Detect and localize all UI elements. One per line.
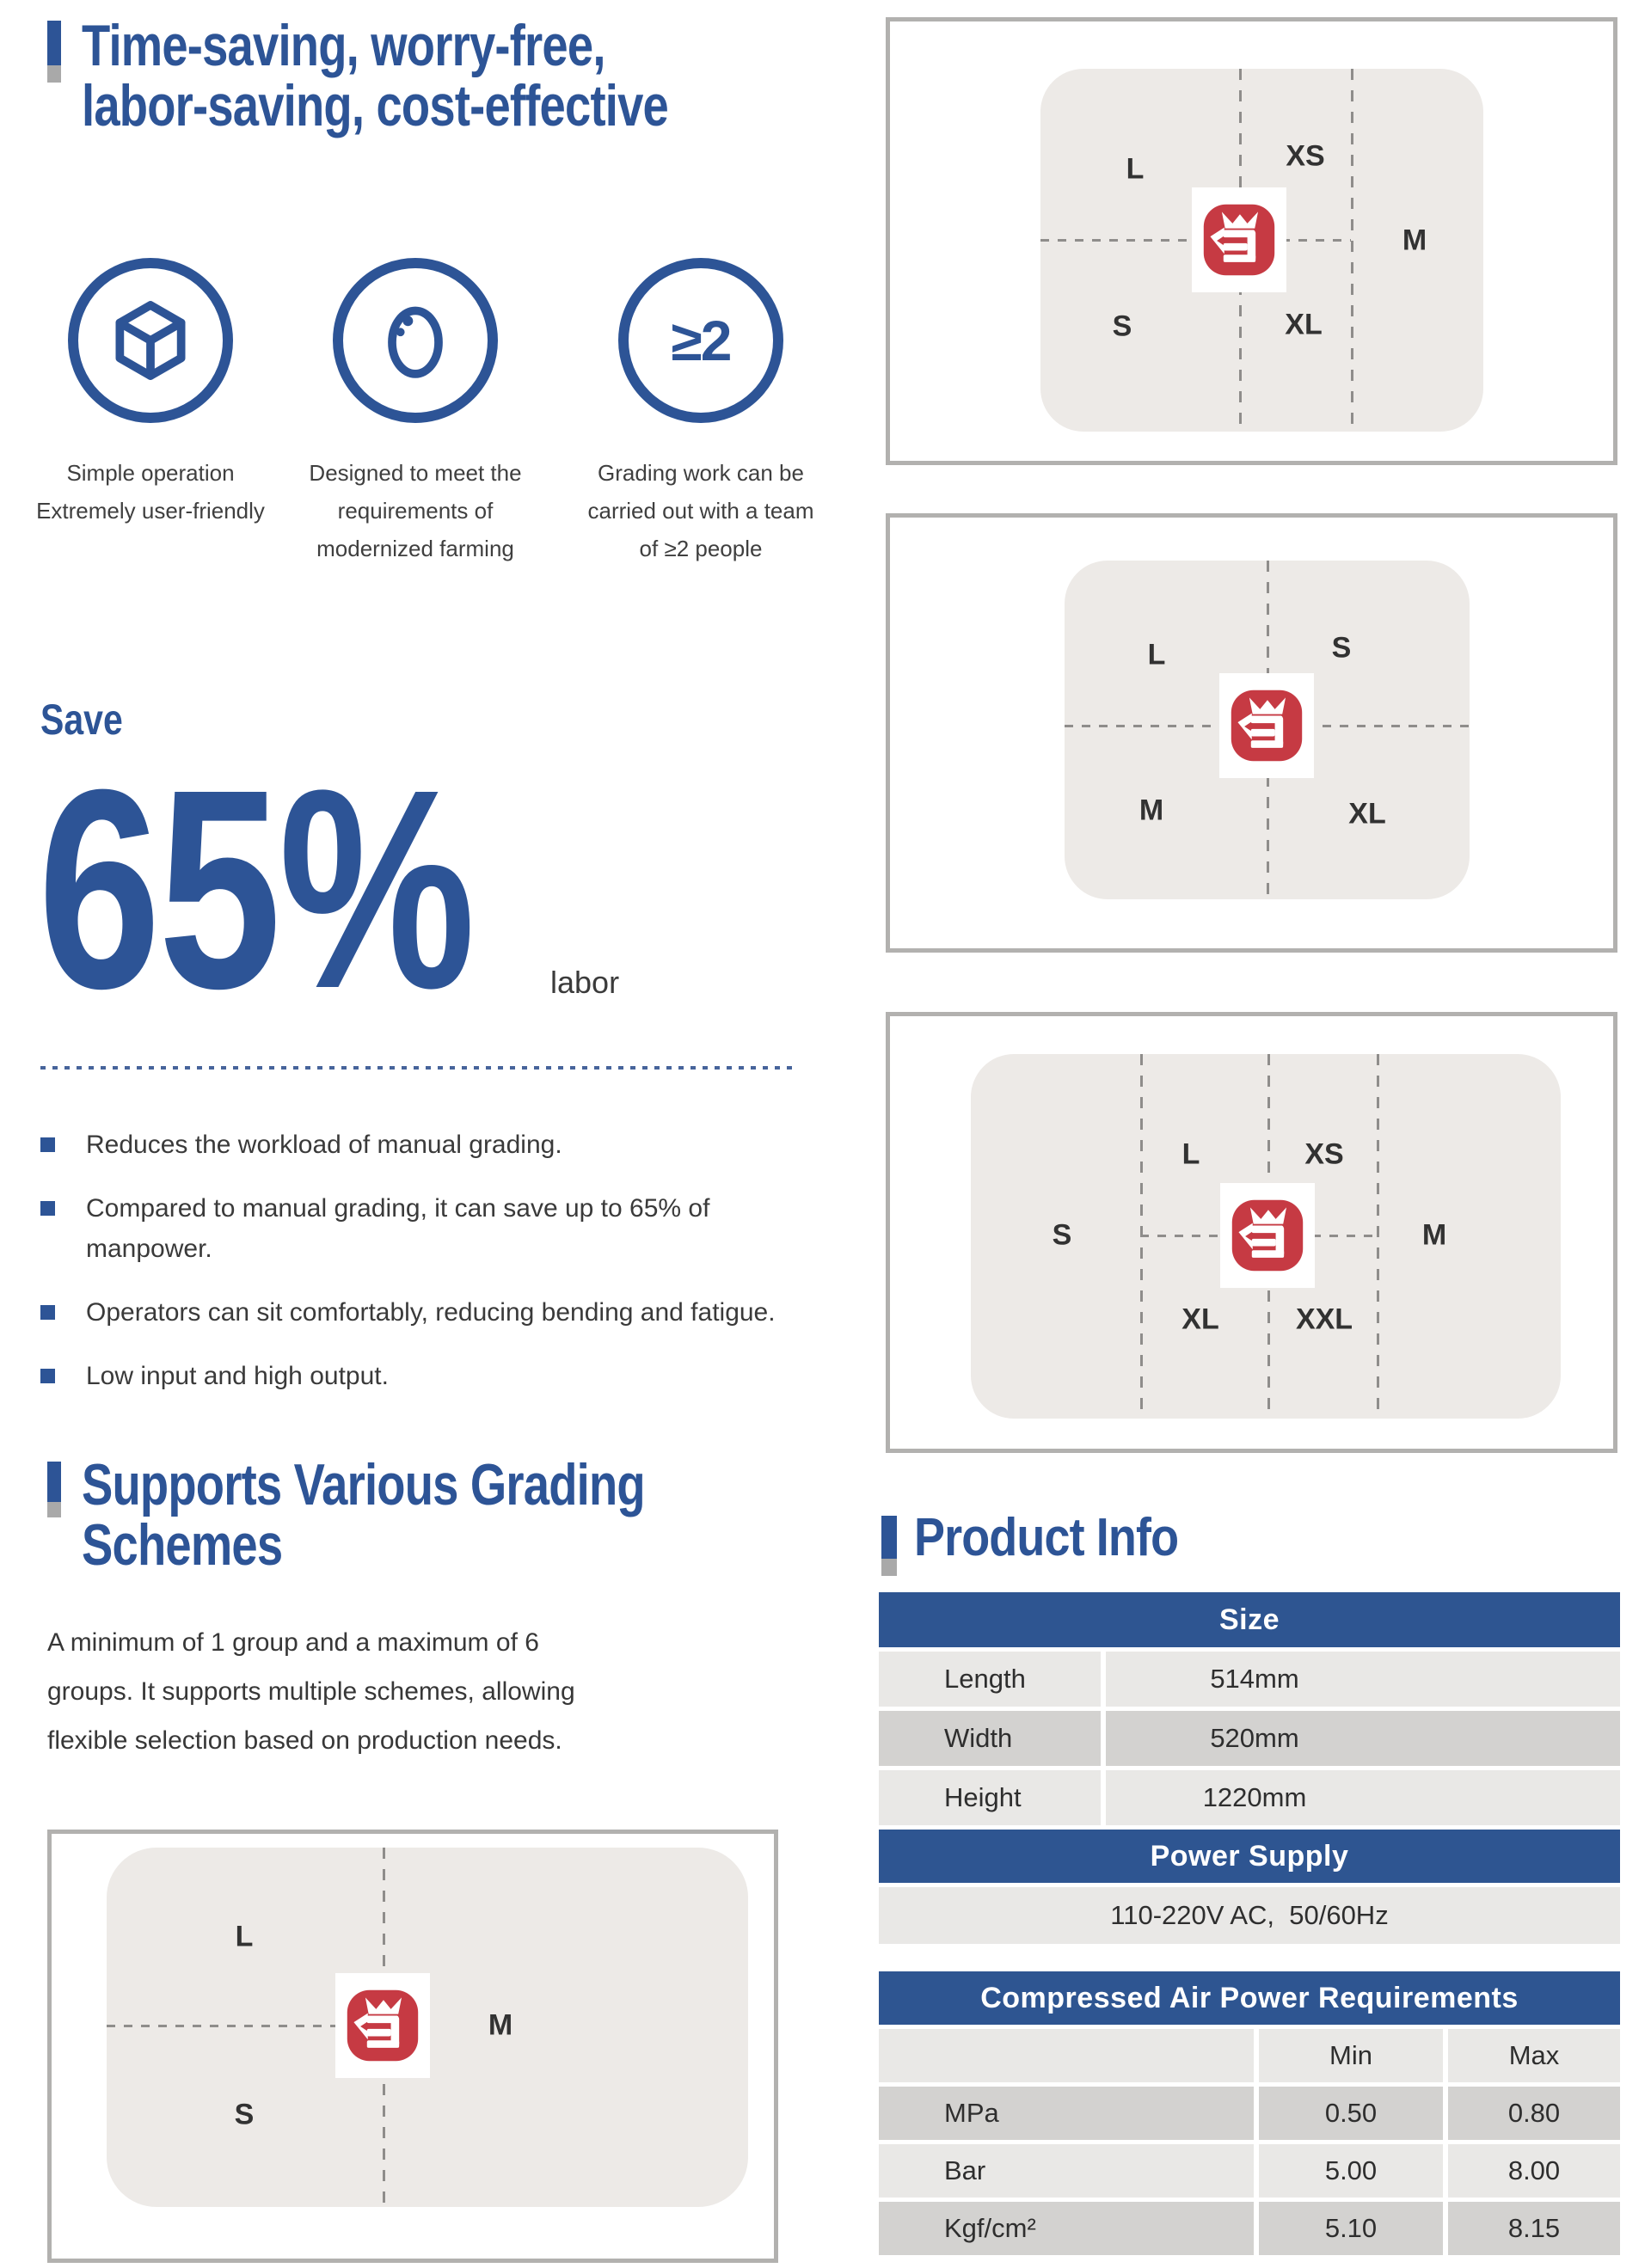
table-row: [879, 2029, 1620, 2082]
caption-line: Simple operation: [66, 460, 235, 486]
feature-simple-operation: [9, 258, 292, 530]
heading-marker-gray: [881, 1559, 897, 1576]
bullet-icon: [40, 1305, 55, 1320]
bullet-line: Compared to manual grading, it can save up to 65% of: [86, 1194, 710, 1223]
page-title-line1: Time-saving, worry-free,: [82, 13, 605, 78]
bullet-line: manpower.: [86, 1235, 212, 1263]
grading-schemes-paragraph: [47, 1618, 632, 1765]
air-row-min: 0.50: [1259, 2087, 1443, 2140]
diagram-panel: [107, 1848, 748, 2207]
power-supply-value: 110-220V AC, 50/60Hz: [879, 1887, 1620, 1944]
heading-marker-gray: [47, 65, 61, 83]
grade-label-xl: XL: [1181, 1303, 1219, 1336]
list-item: [40, 1292, 797, 1333]
size-row-value: 514mm: [1106, 1652, 1620, 1707]
page-title: [82, 15, 668, 136]
brand-logo: [1220, 1183, 1315, 1288]
air-col-max: Max: [1448, 2029, 1620, 2082]
heading-marker-blue: [47, 1462, 61, 1502]
bullet-icon: [40, 1369, 55, 1383]
air-row-max: 0.80: [1448, 2087, 1620, 2140]
air-row-min: 5.00: [1259, 2144, 1443, 2198]
grade-label-xl: XL: [1285, 308, 1323, 341]
table-row: [879, 1887, 1620, 1944]
product-info-title: [914, 1508, 1178, 1568]
grade-label-m: M: [1139, 794, 1164, 827]
save-label: Save: [40, 696, 123, 744]
caption-line: carried out with a team: [587, 498, 814, 524]
paragraph-line: A minimum of 1 group and a maximum of 6: [47, 1628, 539, 1657]
feature-team-size: [559, 258, 843, 567]
paragraph-line: groups. It supports multiple schemes, allowing: [47, 1677, 575, 1706]
diagram-panel: [971, 1054, 1561, 1419]
grading-scheme-3-diagram: [47, 1830, 778, 2263]
size-table-header: Size: [879, 1592, 1620, 1647]
size-row-value: 1220mm: [1106, 1770, 1620, 1825]
bullet-icon: [40, 1201, 55, 1216]
grading-scheme-5-diagram: [886, 17, 1617, 465]
section-title-grading-schemes: [82, 1452, 645, 1578]
size-row-label: Length: [879, 1652, 1101, 1707]
grade-label-s: S: [1112, 310, 1132, 343]
heading-marker: [881, 1516, 897, 1576]
feature-caption: [273, 454, 557, 567]
air-row-max: 8.15: [1448, 2202, 1620, 2255]
air-row-label: MPa: [879, 2087, 1254, 2140]
caption-line: Extremely user-friendly: [36, 498, 265, 524]
size-row-label: Width: [879, 1711, 1101, 1766]
paragraph-line: flexible selection based on production needs.: [47, 1726, 562, 1755]
feature-caption: [9, 454, 292, 530]
brand-logo-icon: [1227, 686, 1306, 765]
table-row: [879, 2087, 1620, 2140]
section-title-line1: Supports Various Grading: [82, 1452, 645, 1517]
benefits-list: [40, 1125, 797, 1419]
table-row: [879, 1652, 1620, 1707]
table-row: [879, 1770, 1620, 1825]
grade-label-m: M: [1421, 1218, 1447, 1252]
grade-label-s: S: [1331, 631, 1352, 665]
grading-scheme-4-diagram: [886, 513, 1617, 953]
size-row-label: Height: [879, 1770, 1101, 1825]
grade-label-l: L: [1181, 1137, 1200, 1171]
page-title-line2: labor-saving, cost-effective: [82, 73, 668, 138]
grade-label-xl: XL: [1348, 797, 1386, 831]
list-item: [40, 1125, 797, 1165]
grade-label-xxl: XXL: [1295, 1303, 1353, 1336]
brand-logo-icon: [1228, 1196, 1307, 1275]
size-row-value: 520mm: [1106, 1711, 1620, 1766]
heading-marker-blue: [881, 1516, 897, 1559]
table-row: [879, 2144, 1620, 2198]
heading-marker-gray: [47, 1502, 61, 1517]
caption-line: of ≥2 people: [639, 536, 763, 561]
divider-line: [1351, 69, 1353, 432]
section-title-line2: Schemes: [82, 1512, 283, 1578]
cube-icon: [68, 258, 233, 423]
brand-logo-icon: [343, 1986, 422, 2065]
divider-line: [1377, 1054, 1379, 1419]
list-item: [40, 1188, 797, 1269]
grade-label-m: M: [1402, 224, 1427, 257]
heading-marker-blue: [47, 21, 61, 65]
feature-modern-farming: [273, 258, 557, 567]
diagram-panel: [1040, 69, 1483, 432]
air-table-header: Compressed Air Power Requirements: [879, 1971, 1620, 2025]
save-unit: labor: [550, 965, 620, 1000]
grade-label-m: M: [488, 2008, 513, 2042]
caption-line: modernized farming: [316, 536, 514, 561]
bullet-icon: [40, 1137, 55, 1152]
power-table-header: Power Supply: [879, 1830, 1620, 1883]
brand-logo: [1219, 673, 1314, 778]
brand-logo: [335, 1973, 430, 2078]
grade-label-l: L: [1147, 638, 1166, 671]
grade-label-xs: XS: [1304, 1137, 1344, 1171]
caption-line: Designed to meet the: [309, 460, 522, 486]
product-info-title-text: Product Info: [914, 1508, 1179, 1567]
table-row: [879, 1711, 1620, 1766]
table-row: [879, 2202, 1620, 2255]
heading-marker: [47, 1462, 61, 1517]
grade-label-l: L: [1126, 152, 1145, 186]
heading-marker: [47, 21, 61, 83]
list-item: [40, 1356, 797, 1396]
feature-caption: [559, 454, 843, 567]
air-row-min: 5.10: [1259, 2202, 1443, 2255]
air-col-empty: [879, 2029, 1254, 2082]
bullet-line: Low input and high output.: [86, 1362, 389, 1390]
grade-label-l: L: [235, 1920, 254, 1953]
save-percentage: 65%: [38, 730, 473, 1047]
air-row-label: Bar: [879, 2144, 1254, 2198]
air-row-label: Kgf/cm²: [879, 2202, 1254, 2255]
gte2-text: ≥2: [671, 309, 731, 372]
dotted-divider: [40, 1066, 793, 1070]
air-row-max: 8.00: [1448, 2144, 1620, 2198]
grade-label-s: S: [234, 2098, 255, 2131]
grade-label-s: S: [1052, 1218, 1072, 1252]
caption-line: Grading work can be: [598, 460, 804, 486]
caption-line: requirements of: [337, 498, 494, 524]
team-count-icon: [618, 258, 783, 423]
bullet-line: Operators can sit comfortably, reducing bending and fatigue.: [86, 1298, 776, 1327]
diagram-panel: [1065, 561, 1470, 899]
air-col-min: Min: [1259, 2029, 1443, 2082]
brand-logo: [1192, 187, 1286, 292]
brand-logo-icon: [1200, 200, 1279, 279]
bullet-line: Reduces the workload of manual grading.: [86, 1131, 562, 1159]
egg-icon: [333, 258, 498, 423]
grading-scheme-6-diagram: [886, 1012, 1617, 1453]
grade-label-xs: XS: [1286, 139, 1325, 173]
